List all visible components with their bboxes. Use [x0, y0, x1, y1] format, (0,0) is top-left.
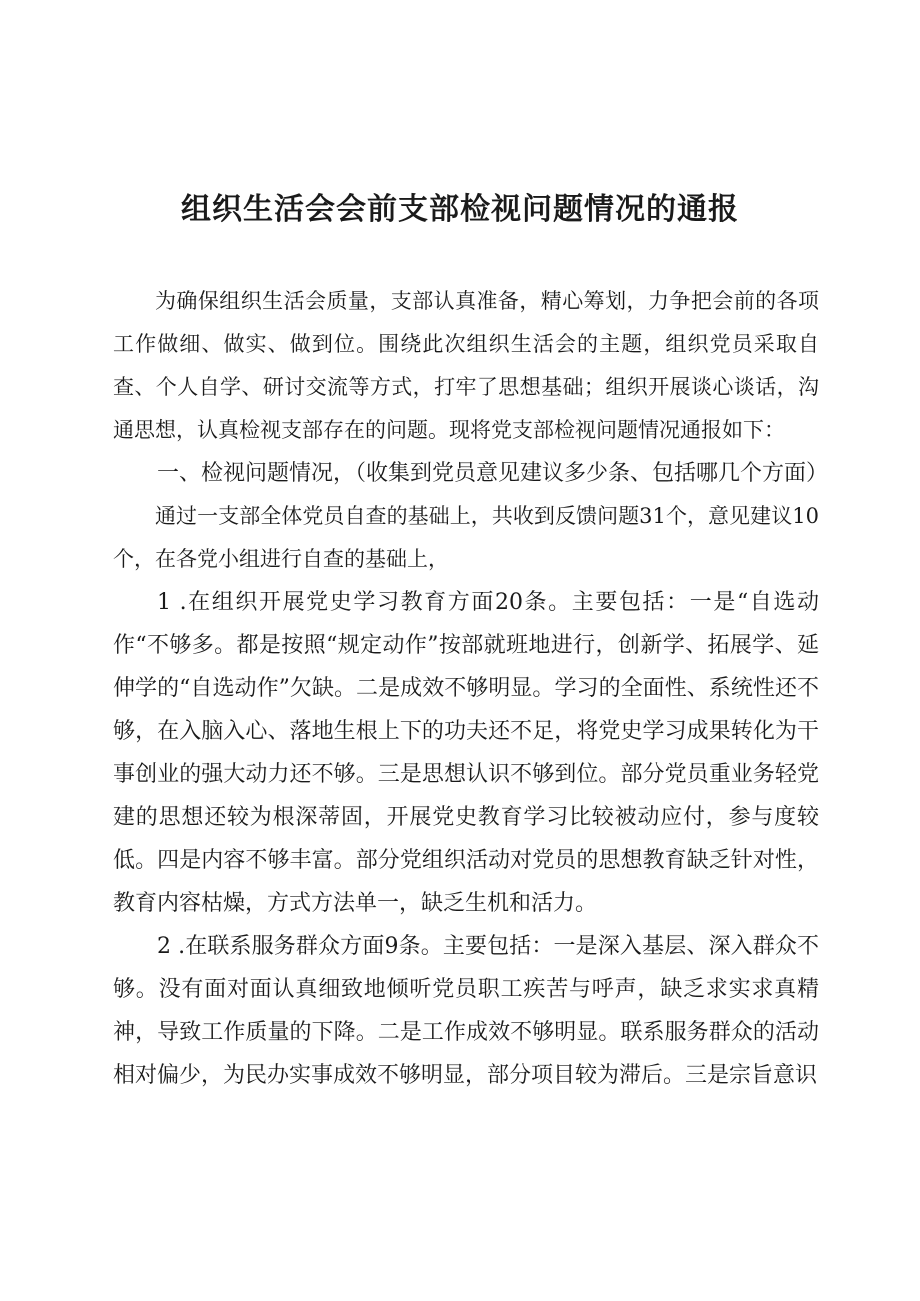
document-title: 组织生活会会前支部检视问题情况的通报: [181, 192, 739, 227]
summary-paragraph: 通过一支部全体党员自查的基础上，共收到反馈问题31个，意见建议10个，在各党小组进行自查的基础上，: [113, 504, 819, 571]
item-2-paragraph: 2 .在联系服务群众方面9条。主要包括：一是深入基层、深入群众不够。没有面对面认真细致地倾听党员职工疾苦与呼声，缺乏求实求真精神，导致工作质量的下降。二是工作成效不够明显。联系服务群众的活动相对偏少，为民办实事成效不够明显，部分项目较为滞后。三是宗旨意识: [113, 934, 819, 1088]
item-1-paragraph: 1 .在组织开展党史学习教育方面20条。主要包括：一是“自选动作“不够多。都是按照“规定动作”按部就班地进行，创新学、拓展学、延伸学的“自选动作”欠缺。二是成效不够明显。学习的全面性、系统性还不够，在入脑入心、落地生根上下的功夫还不足，将党史学习成果转化为干事创业的强大动力还不够。三是思想认识不够到位。部分党员重业务轻党建的思想还较为根深蒂固，开展党史教育学习比较被动应付，参与度较低。四是内容不够丰富。部分党组织活动对党员的思想教育缺乏针对性，教育内容枯燥，方式方法单一，缺乏生机和活力。: [113, 590, 819, 916]
intro-paragraph: 为确保组织生活会质量，支部认真准备，精心筹划，力争把会前的各项工作做细、做实、做到位。围绕此次组织生活会的主题，组织党员采取自查、个人自学、研讨交流等方式，打牢了思想基础；组织开展谈心谈话，沟通思想，认真检视支部存在的问题。现将党支部检视问题情况通报如下：: [113, 289, 819, 442]
document-body: [113, 280, 829, 1097]
section-heading: 一、检视问题情况，（收集到党员意见建议多少条、包括哪几个方面）: [157, 461, 829, 486]
